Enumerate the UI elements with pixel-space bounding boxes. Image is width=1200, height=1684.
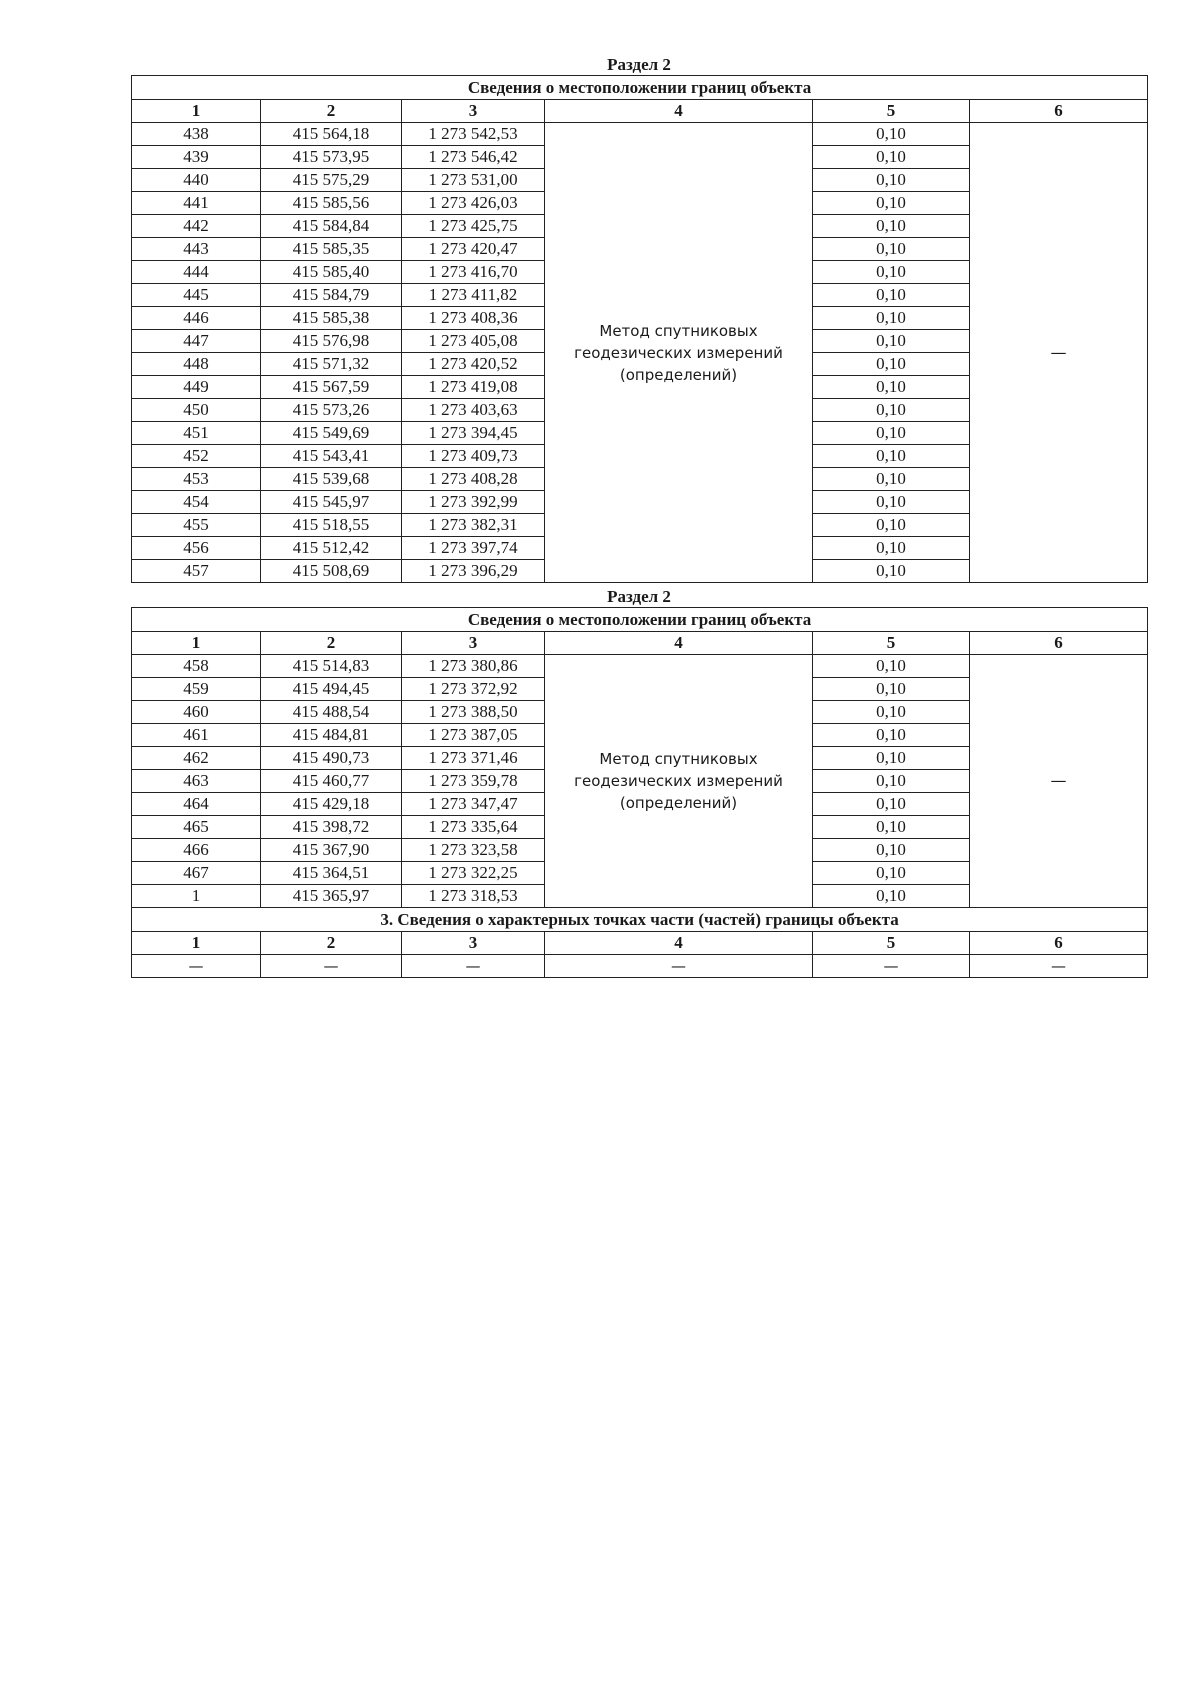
accuracy-cell: 0,10 [813,445,970,468]
column-header: 4 [545,100,813,123]
section-title: Раздел 2 [607,55,671,74]
column-header-row [132,100,1148,123]
accuracy-cell: 0,10 [813,816,970,839]
y-coordinate-cell: 1 273 420,47 [402,238,545,261]
column-header: 6 [970,100,1148,123]
x-coordinate-cell: 415 365,97 [261,885,402,908]
point-number-cell: 455 [132,514,261,537]
accuracy-cell: 0,10 [813,747,970,770]
x-coordinate-cell: 415 364,51 [261,862,402,885]
table-caption: Сведения о местоположении границ объекта [132,608,1148,632]
x-coordinate-cell: 415 564,18 [261,123,402,146]
point-number-cell: 439 [132,146,261,169]
accuracy-cell: 0,10 [813,284,970,307]
y-coordinate-cell: 1 273 392,99 [402,491,545,514]
accuracy-cell: 0,10 [813,146,970,169]
method-text: (определений) [619,365,738,384]
x-coordinate-cell: 415 549,69 [261,422,402,445]
y-coordinate-cell: 1 273 416,70 [402,261,545,284]
method-cell [545,655,813,908]
accuracy-cell: 0,10 [813,468,970,491]
point-number-cell: 454 [132,491,261,514]
y-coordinate-cell: 1 273 546,42 [402,146,545,169]
x-coordinate-cell: 415 573,95 [261,146,402,169]
y-coordinate-cell: 1 273 425,75 [402,215,545,238]
accuracy-cell: 0,10 [813,422,970,445]
accuracy-cell: 0,10 [813,307,970,330]
point-number-cell: 445 [132,284,261,307]
column-header: 1 [132,100,261,123]
empty-cell: — [132,955,261,978]
empty-cell: — [970,955,1148,978]
y-coordinate-cell: 1 273 409,73 [402,445,545,468]
accuracy-cell: 0,10 [813,862,970,885]
y-coordinate-cell: 1 273 371,46 [402,747,545,770]
point-number-cell: 467 [132,862,261,885]
point-number-cell: 465 [132,816,261,839]
y-coordinate-cell: 1 273 347,47 [402,793,545,816]
method-text: геодезических измерений [574,343,783,362]
column-header: 2 [261,632,402,655]
y-coordinate-cell: 1 273 403,63 [402,399,545,422]
x-coordinate-cell: 415 585,56 [261,192,402,215]
accuracy-cell: 0,10 [813,215,970,238]
x-coordinate-cell: 415 545,97 [261,491,402,514]
x-coordinate-cell: 415 514,83 [261,655,402,678]
y-coordinate-cell: 1 273 322,25 [402,862,545,885]
point-number-cell: 458 [132,655,261,678]
point-number-cell: 457 [132,560,261,583]
accuracy-cell: 0,10 [813,399,970,422]
point-number-cell: 443 [132,238,261,261]
accuracy-cell: 0,10 [813,655,970,678]
section3-header-row [132,932,1148,955]
table-caption-row [132,608,1148,632]
x-coordinate-cell: 415 488,54 [261,701,402,724]
accuracy-cell: 0,10 [813,169,970,192]
point-number-cell: 462 [132,747,261,770]
column-header: 2 [261,100,402,123]
x-coordinate-cell: 415 367,90 [261,839,402,862]
document-page [131,0,1147,978]
x-coordinate-cell: 415 539,68 [261,468,402,491]
accuracy-cell: 0,10 [813,238,970,261]
point-number-cell: 444 [132,261,261,284]
boundary-table-2 [131,607,1148,978]
y-coordinate-cell: 1 273 394,45 [402,422,545,445]
x-coordinate-cell: 415 576,98 [261,330,402,353]
accuracy-cell: 0,10 [813,701,970,724]
y-coordinate-cell: 1 273 372,92 [402,678,545,701]
column6-cell: — [970,123,1148,583]
accuracy-cell: 0,10 [813,192,970,215]
y-coordinate-cell: 1 273 335,64 [402,816,545,839]
point-number-cell: 456 [132,537,261,560]
point-number-cell: 460 [132,701,261,724]
y-coordinate-cell: 1 273 318,53 [402,885,545,908]
point-number-cell: 449 [132,376,261,399]
accuracy-cell: 0,10 [813,793,970,816]
x-coordinate-cell: 415 460,77 [261,770,402,793]
column-header: 4 [545,632,813,655]
y-coordinate-cell: 1 273 419,08 [402,376,545,399]
empty-cell: — [545,955,813,978]
point-number-cell: 438 [132,123,261,146]
x-coordinate-cell: 415 571,32 [261,353,402,376]
point-number-cell: 446 [132,307,261,330]
x-coordinate-cell: 415 508,69 [261,560,402,583]
point-number-cell: 441 [132,192,261,215]
point-number-cell: 450 [132,399,261,422]
y-coordinate-cell: 1 273 388,50 [402,701,545,724]
method-text: Метод спутниковых [599,750,758,768]
x-coordinate-cell: 415 543,41 [261,445,402,468]
y-coordinate-cell: 1 273 382,31 [402,514,545,537]
point-number-cell: 466 [132,839,261,862]
method-cell [545,123,813,583]
accuracy-cell: 0,10 [813,491,970,514]
accuracy-cell: 0,10 [813,560,970,583]
section3-caption: 3. Сведения о характерных точках части (частей) границы объекта [132,908,1148,932]
y-coordinate-cell: 1 273 531,00 [402,169,545,192]
point-number-cell: 1 [132,885,261,908]
x-coordinate-cell: 415 512,42 [261,537,402,560]
point-number-cell: 440 [132,169,261,192]
column-header: 5 [813,932,970,955]
point-number-cell: 442 [132,215,261,238]
accuracy-cell: 0,10 [813,353,970,376]
table-row [132,655,1148,678]
accuracy-cell: 0,10 [813,376,970,399]
section3-caption-row [132,908,1148,932]
point-number-cell: 463 [132,770,261,793]
column-header: 5 [813,632,970,655]
point-number-cell: 453 [132,468,261,491]
accuracy-cell: 0,10 [813,839,970,862]
boundary-table-1 [131,75,1148,583]
column-header: 1 [132,932,261,955]
empty-cell: — [402,955,545,978]
y-coordinate-cell: 1 273 387,05 [402,724,545,747]
table-caption: Сведения о местоположении границ объекта [132,76,1148,100]
x-coordinate-cell: 415 585,40 [261,261,402,284]
column-header: 2 [261,932,402,955]
column-header: 3 [402,932,545,955]
column-header: 5 [813,100,970,123]
x-coordinate-cell: 415 584,79 [261,284,402,307]
accuracy-cell: 0,10 [813,537,970,560]
point-number-cell: 459 [132,678,261,701]
accuracy-cell: 0,10 [813,678,970,701]
column-header: 3 [402,632,545,655]
x-coordinate-cell: 415 490,73 [261,747,402,770]
y-coordinate-cell: 1 273 411,82 [402,284,545,307]
y-coordinate-cell: 1 273 359,78 [402,770,545,793]
point-number-cell: 447 [132,330,261,353]
x-coordinate-cell: 415 518,55 [261,514,402,537]
y-coordinate-cell: 1 273 542,53 [402,123,545,146]
table-row [132,123,1148,146]
point-number-cell: 464 [132,793,261,816]
point-number-cell: 451 [132,422,261,445]
y-coordinate-cell: 1 273 408,28 [402,468,545,491]
x-coordinate-cell: 415 585,35 [261,238,402,261]
y-coordinate-cell: 1 273 380,86 [402,655,545,678]
column6-cell: — [970,655,1148,908]
x-coordinate-cell: 415 567,59 [261,376,402,399]
empty-cell: — [813,955,970,978]
empty-cell: — [261,955,402,978]
table-caption-row [132,76,1148,100]
x-coordinate-cell: 415 398,72 [261,816,402,839]
accuracy-cell: 0,10 [813,330,970,353]
section3-row [132,955,1148,978]
point-number-cell: 448 [132,353,261,376]
x-coordinate-cell: 415 575,29 [261,169,402,192]
x-coordinate-cell: 415 585,38 [261,307,402,330]
column-header: 6 [970,932,1148,955]
point-number-cell: 461 [132,724,261,747]
column-header-row [132,632,1148,655]
column-header: 3 [402,100,545,123]
x-coordinate-cell: 415 429,18 [261,793,402,816]
x-coordinate-cell: 415 484,81 [261,724,402,747]
method-text: Метод спутниковых [599,321,758,340]
y-coordinate-cell: 1 273 408,36 [402,307,545,330]
accuracy-cell: 0,10 [813,261,970,284]
accuracy-cell: 0,10 [813,885,970,908]
method-text: геодезических измерений [574,772,783,790]
x-coordinate-cell: 415 494,45 [261,678,402,701]
accuracy-cell: 0,10 [813,724,970,747]
method-text: (определений) [619,794,738,812]
accuracy-cell: 0,10 [813,123,970,146]
x-coordinate-cell: 415 584,84 [261,215,402,238]
y-coordinate-cell: 1 273 426,03 [402,192,545,215]
section-title: Раздел 2 [607,587,671,606]
y-coordinate-cell: 1 273 405,08 [402,330,545,353]
y-coordinate-cell: 1 273 397,74 [402,537,545,560]
y-coordinate-cell: 1 273 323,58 [402,839,545,862]
column-header: 4 [545,932,813,955]
column-header: 1 [132,632,261,655]
y-coordinate-cell: 1 273 396,29 [402,560,545,583]
column-header: 6 [970,632,1148,655]
accuracy-cell: 0,10 [813,770,970,793]
accuracy-cell: 0,10 [813,514,970,537]
y-coordinate-cell: 1 273 420,52 [402,353,545,376]
x-coordinate-cell: 415 573,26 [261,399,402,422]
point-number-cell: 452 [132,445,261,468]
